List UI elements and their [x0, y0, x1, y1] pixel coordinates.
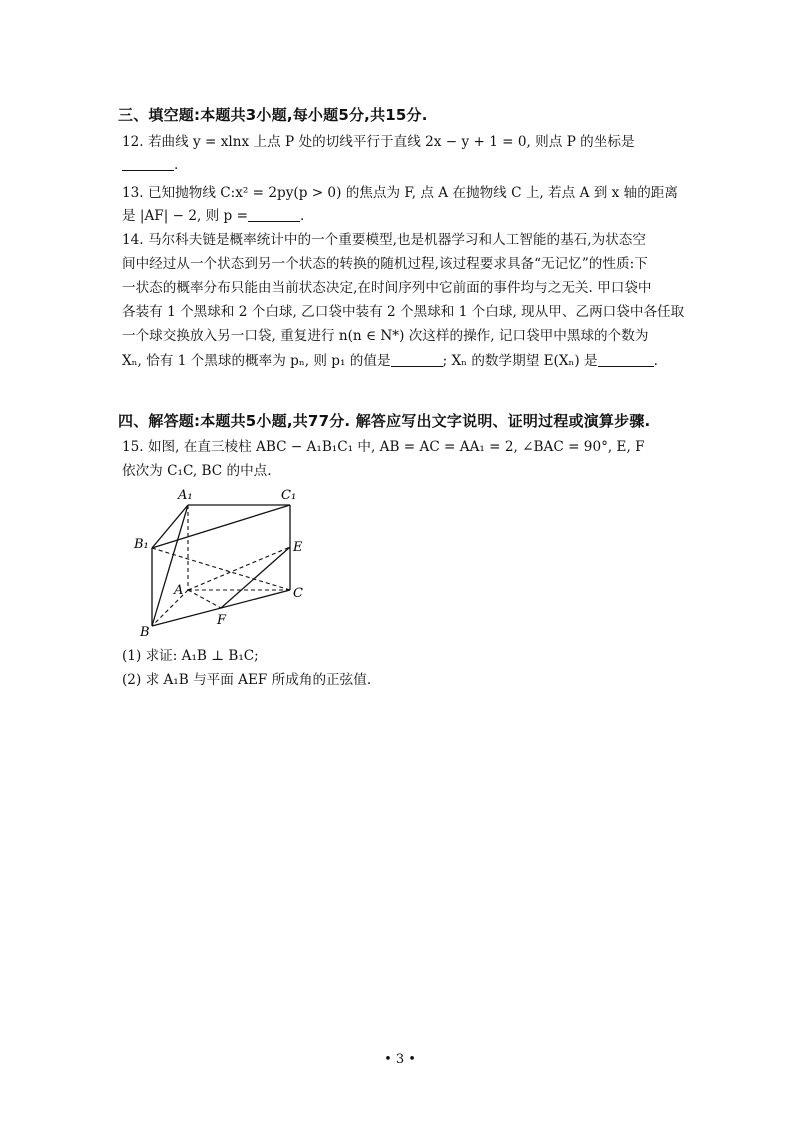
q14-line-4: 各装有 1 个黑球和 2 个白球, 乙口袋中装有 2 个黑球和 1 个白球, 现从甲、乙两口袋中各任取 [122, 304, 685, 320]
q14-line-1: 14. 马尔科夫链是概率统计中的一个重要模型,也是机器学习和人工智能的基石,为状态空 [122, 232, 646, 248]
label-A1: A₁ [178, 488, 193, 503]
q14-line-6-end: . [653, 353, 658, 369]
q15-line-1: 15. 如图, 在直三棱柱 ABC − A₁B₁C₁ 中, AB = AC = AA₁ = 2, ∠BAC = 90°, E, F [122, 439, 645, 455]
q15-part-2: (2) 求 A₁B 与平面 AEF 所成角的正弦值. [122, 672, 372, 688]
q14-line-6 [122, 351, 658, 371]
q12-answer-blank[interactable] [122, 156, 174, 171]
edge-AE [188, 547, 290, 590]
q12-line-1: 12. 若曲线 y = xlnx 上点 P 处的切线平行于直线 2x − y + 1 = 0, 则点 P 的坐标是 [122, 134, 635, 150]
q12-line-2 [122, 155, 178, 175]
edge-B1C [152, 548, 290, 590]
label-B: B [140, 625, 150, 640]
q14-answer-blank-1[interactable] [391, 352, 443, 367]
label-A: A [174, 583, 184, 598]
page-number: • 3 • [384, 1052, 416, 1067]
q14-line-5: 一个球交换放入另一口袋, 重复进行 n(n ∈ N*) 次这样的操作, 记口袋甲中黑球的个数为 [122, 328, 649, 344]
label-B1: B₁ [134, 537, 149, 552]
q13-line-2-start: 是 |AF| − 2, 则 p = [122, 208, 248, 224]
q14-answer-blank-2[interactable] [598, 352, 654, 367]
q14-line-6-a: Xₙ, 恰有 1 个黑球的概率为 pₙ, 则 p₁ 的值是 [122, 353, 391, 369]
edge-A1B [152, 505, 188, 626]
q13-line-2-end: . [299, 208, 305, 224]
prism-figure [130, 484, 320, 642]
label-C1: C₁ [281, 488, 297, 503]
q13-answer-blank[interactable] [248, 207, 300, 222]
q14-line-6-b: ; Xₙ 的数学期望 E(Xₙ) 是 [442, 353, 598, 369]
q14-line-2: 间中经过从一个状态到另一个状态的转换的随机过程,该过程要求具备“无记忆”的性质:下 [122, 256, 648, 272]
section-4-title: 四、解答题:本题共5小题,共77分. 解答应写出文字说明、证明过程或演算步骤. [118, 412, 651, 430]
edge-A1B1 [152, 505, 188, 548]
q15-part-1: (1) 求证: A₁B ⊥ B₁C; [122, 648, 259, 664]
edge-AF [188, 590, 221, 608]
section-3-title: 三、填空题:本题共3小题,每小题5分,共15分. [118, 106, 428, 124]
label-E: E [293, 540, 303, 555]
q13-line-1: 13. 已知抛物线 C:x² = 2py(p > 0) 的焦点为 F, 点 A 在抛物线 C 上, 若点 A 到 x 轴的距离 [122, 185, 678, 201]
q15-line-2: 依次为 C₁C, BC 的中点. [122, 463, 272, 479]
q12-line-2-end: . [174, 157, 179, 173]
edge-B1C1 [152, 505, 290, 548]
label-F: F [217, 613, 227, 628]
label-C: C [293, 586, 303, 601]
q14-line-3: 一状态的概率分布只能由当前状态决定,在时间序列中它前面的事件均与之无关. 甲口袋中 [122, 280, 652, 296]
q13-line-2 [122, 206, 304, 226]
